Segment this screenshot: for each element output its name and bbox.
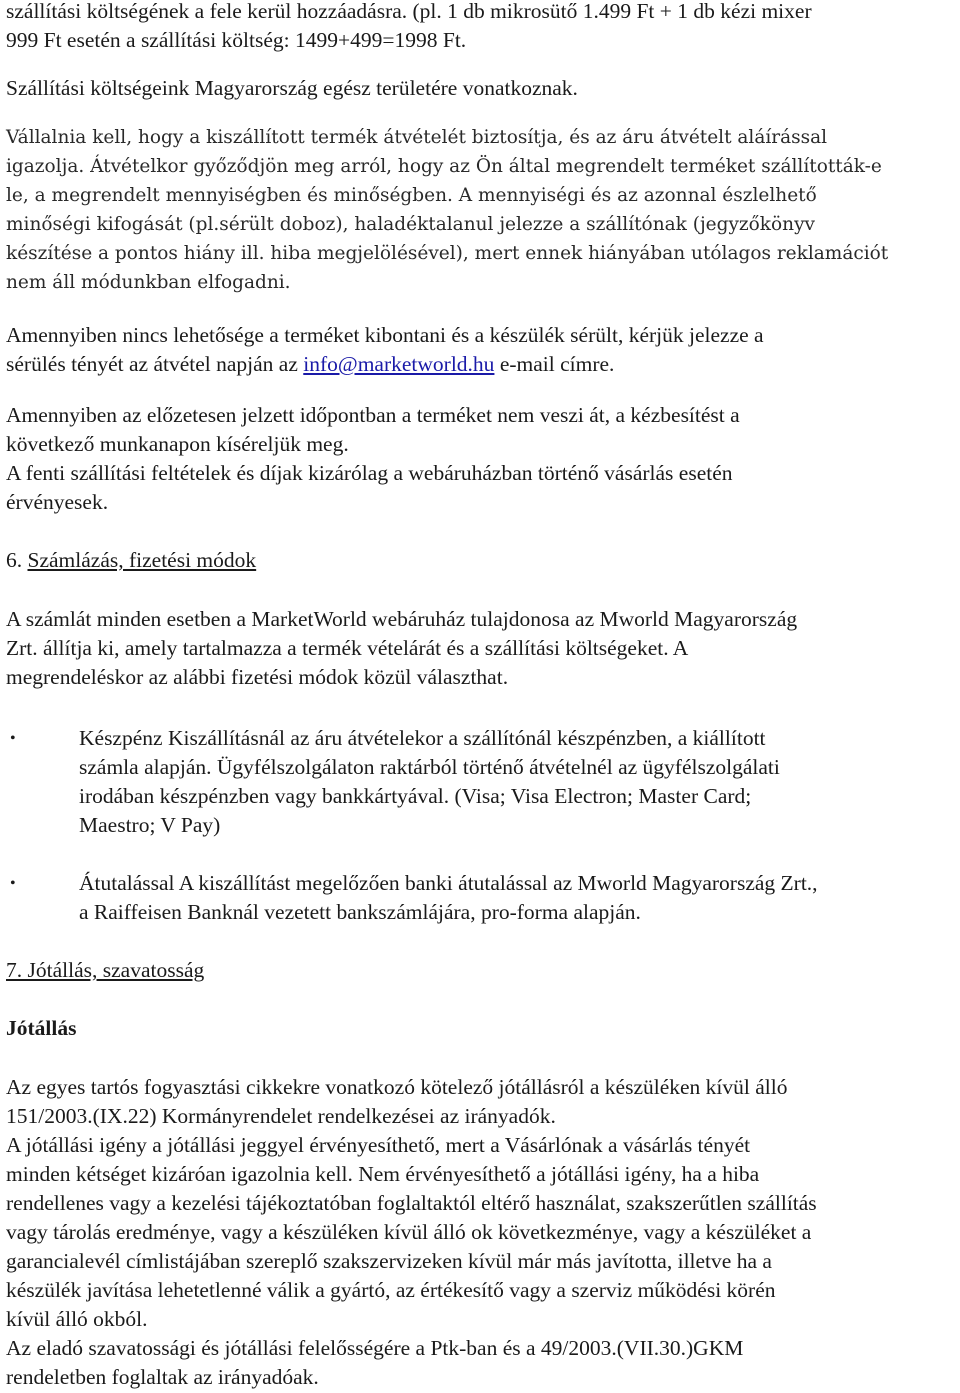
section-title: 7. Jótállás, szavatosság [6,958,205,982]
list-item-cash [79,724,939,840]
text-line: következő munkanapon kíséreljük meg. [6,432,349,456]
text-line: minden kétséget kizáróan igazolnia kell. Nem érvényesíthető a jótállási igény, ha a hiba [6,1162,760,1186]
text-line: szállítási költségének a fele kerül hozzáadásra. (pl. 1 db mikrosütő 1.499 Ft + 1 db kézi mixer [6,0,812,23]
text-line: Átutalással A kiszállítást megelőzően banki átutalással az Mworld Magyarország Zrt., [79,871,818,895]
section-title: Számlázás, fizetési módok [27,548,257,572]
text-line: Vállalnia kell, hogy a kiszállított termék átvételét biztosítja, és az áru átvételt aláírással [6,127,828,148]
text-line [6,350,956,379]
text-line: Zrt. állítja ki, amely tartalmazza a termék vételárát és a szállítási költségeket. A [6,636,689,660]
text-line: Amennyiben az előzetesen jelzett időpontban a terméket nem veszi át, a kézbesítést a [6,403,740,427]
text-line: minőségi kifogását (pl.sérült doboz), haladéktalanul jelezze a szállítónak (jegyzőkönyv [6,214,815,235]
warranty-paragraph [6,1073,956,1392]
section-7-heading [6,956,956,985]
text-line: Amennyiben nincs lehetősége a terméket kibontani és a készülék sérült, kérjük jelezze a [6,323,764,347]
text-line: érvényesek. [6,490,109,514]
text-line: kívül álló okból. [6,1307,148,1331]
text-line: vagy tárolás eredménye, vagy a készüléken kívül álló ok következménye, vagy a készüléket a [6,1220,812,1244]
text-line: A számlát minden esetben a MarketWorld webáruház tulajdonosa az Mworld Magyarország [6,607,798,631]
section-number: 6. [6,548,28,572]
warranty-heading: Jótállás [6,1016,77,1040]
section-6-heading [6,546,956,575]
text-line: Az eladó szavatossági és jótállási felelősségére a Ptk-ban és a 49/2003.(VII.30.)GKM [6,1336,744,1360]
text-line: le, a megrendelt mennyiségben és minőségben. A mennyiségi és az azonnal észlelhető [6,185,817,206]
text-line: rendellenes vagy a kezelési tájékoztatóban foglaltaktól eltérő használat, szakszerűtlen szállítás [6,1191,817,1215]
text-line: 999 Ft esetén a szállítási költség: 1499+499=1998 Ft. [6,28,467,52]
damaged-device-paragraph [6,321,956,379]
text-line: készülék javítása lehetetlenné válik a gyártó, az értékesítő vagy a szerviz működési körén [6,1278,776,1302]
bullet-icon: • [10,730,16,747]
text-line: garancialevél címlistájában szereplő szakszervizeken kívül már más javította, illetve ha a [6,1249,772,1273]
redelivery-paragraph [6,401,956,517]
email-link[interactable]: info@marketworld.hu [303,352,495,376]
text-line: Szállítási költségeink Magyarország egész területére vonatkoznak. [6,76,578,100]
text-line: A fenti szállítási feltételek és díjak kizárólag a webáruházban történő vásárlás esetén [6,461,733,485]
shipping-coverage-paragraph [6,74,956,103]
text-line: számla alapján. Ügyfélszolgálaton raktárból történő átvételnél az ügyfélszolgálati [79,755,780,779]
text-line: rendeletben foglaltak az irányadóak. [6,1365,319,1389]
invoicing-paragraph [6,605,956,692]
text-line: nem áll módunkban elfogadni. [6,272,291,293]
text-line: irodában készpénzben vagy bankkártyával. (Visa; Visa Electron; Master Card; [79,784,752,808]
text-fragment: sérülés tényét az átvétel napján az [6,352,304,376]
text-line: Maestro; V Pay) [79,813,221,837]
shipping-cost-example-paragraph [6,0,956,55]
text-line: Készpénz Kiszállításnál az áru átvételekor a szállítónál készpénzben, a kiállított [79,726,766,750]
text-line: megrendeléskor az alábbi fizetési módok közül választhat. [6,665,509,689]
text-line: 151/2003.(IX.22) Kormányrendelet rendelkezései az irányadók. [6,1104,556,1128]
text-line: A jótállási igény a jótállási jeggyel érvényesíthető, mert a Vásárlónak a vásárlás tényét [6,1133,751,1157]
text-line: készítése a pontos hiány ill. hiba megjelölésével), mert ennek hiányában utólagos reklamációt [6,243,889,264]
list-item-transfer [79,869,939,927]
text-line: a Raiffeisen Banknál vezetett bankszámlájára, pro-forma alapján. [79,900,641,924]
delivery-acceptance-paragraph [6,123,956,297]
bullet-icon: • [10,875,16,892]
text-fragment: e-mail címre. [494,352,615,376]
text-line: Az egyes tartós fogyasztási cikkekre vonatkozó kötelező jótállásról a készüléken kívül álló [6,1075,788,1099]
text-line: igazolja. Átvételkor győződjön meg arról, hogy az Ön által megrendelt terméket szállították-e [6,156,882,177]
